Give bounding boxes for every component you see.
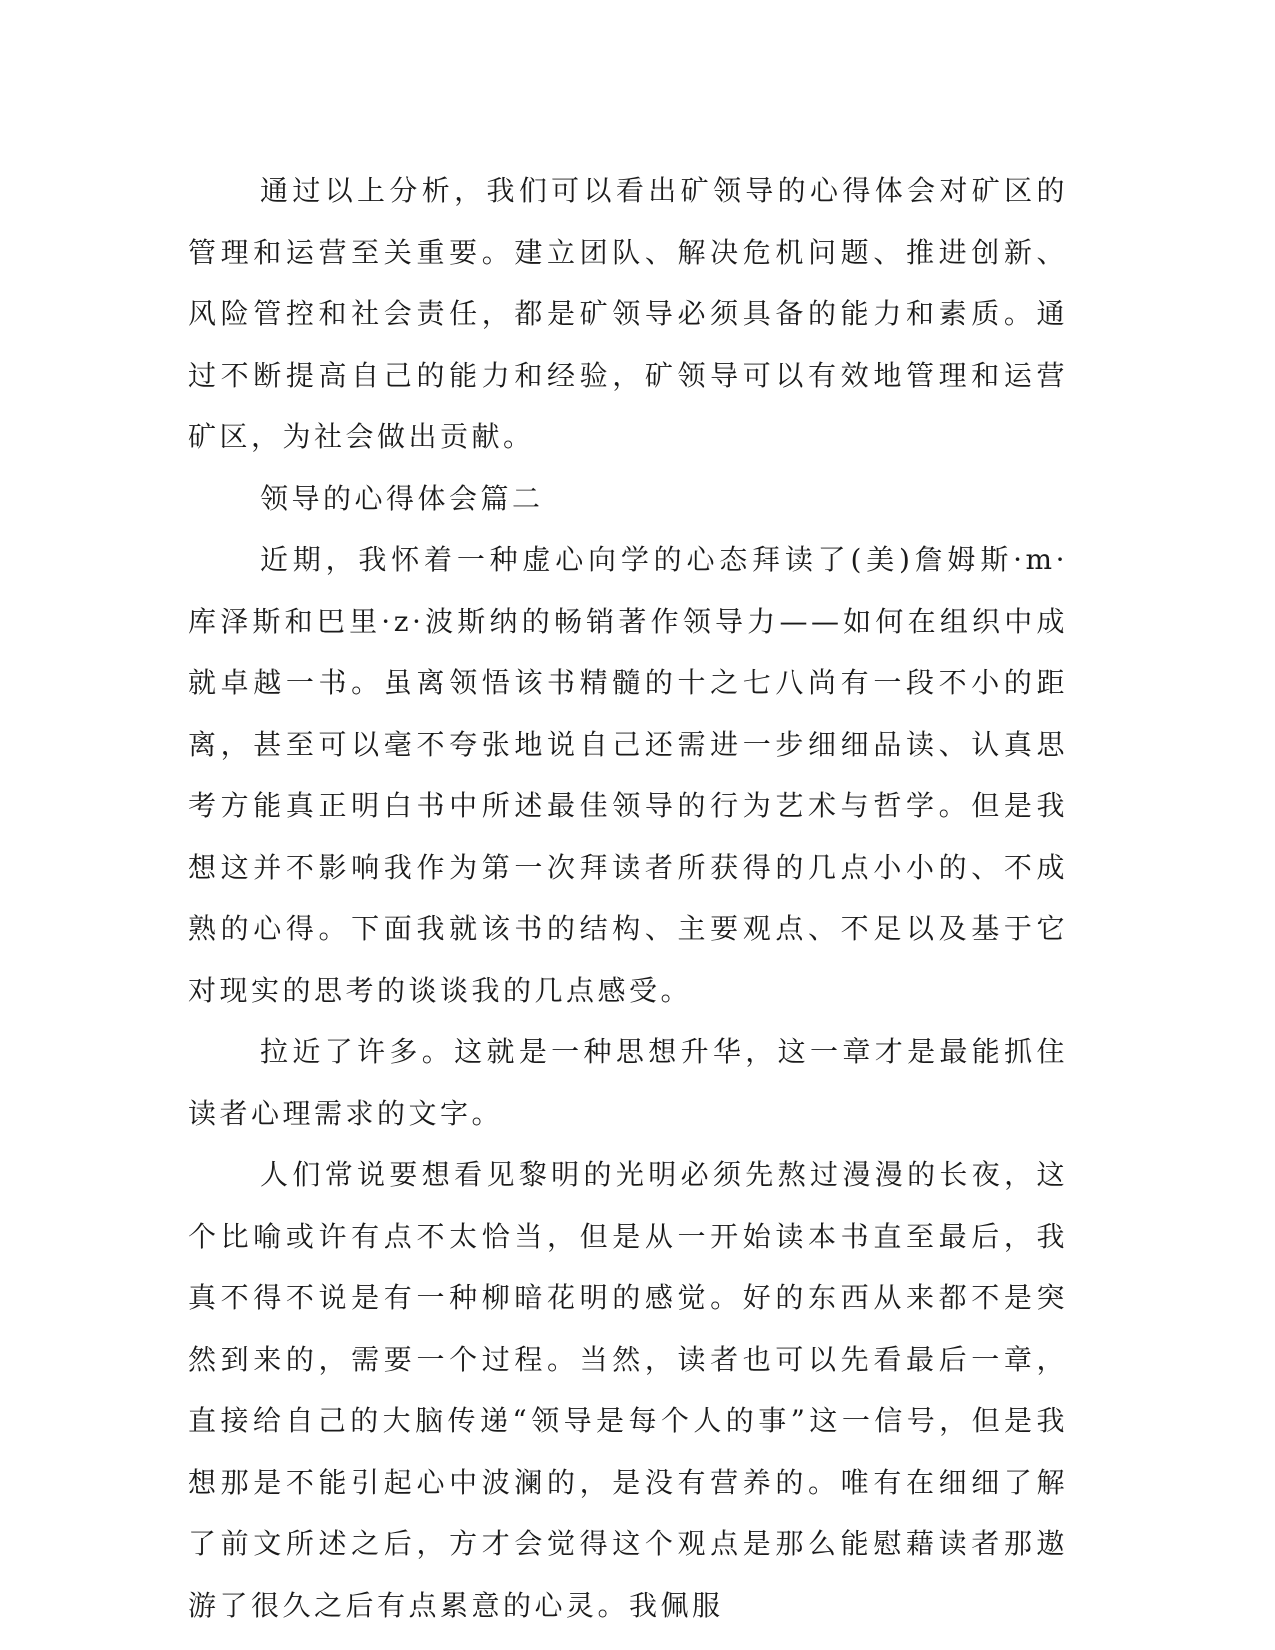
paragraph-thought: 拉近了许多。这就是一种思想升华，这一章才是最能抓住读者心理需求的文字。 xyxy=(188,1035,1068,1130)
paragraph-reflection: 人们常说要想看见黎明的光明必须先熬过漫漫的长夜，这个比喻或许有点不太恰当，但是从一开始读本书直至最后，我真不得不说是有一种柳暗花明的感觉。好的东西从来都不是突然到来的，需要一个过程。当然，读者也可以先看最后一章，直接给自己的大脑传递“领导是每个人的事”这一信号，但是我想那是不能引起心中波澜的，是没有营养的。唯有在细细了解了前文所述之后，方才会觉得这个观点是那么能慰藉读者那遨游了很久之后有点累意的心灵。我佩服 xyxy=(188,1158,1068,1622)
document-page xyxy=(188,160,1068,1636)
paragraph-conclusion: 通过以上分析，我们可以看出矿领导的心得体会对矿区的管理和运营至关重要。建立团队、解决危机问题、推进创新、风险管控和社会责任，都是矿领导必须具备的能力和素质。通过不断提高自己的能力和经验，矿领导可以有效地管理和运营矿区，为社会做出贡献。 xyxy=(188,174,1068,453)
paragraph-intro: 近期，我怀着一种虚心向学的心态拜读了(美)詹姆斯·m·库泽斯和巴里·z·波斯纳的畅销著作领导力——如何在组织中成就卓越一书。虽离领悟该书精髓的十之七八尚有一段不小的距离，甚至可以毫不夸张地说自己还需进一步细细品读、认真思考方能真正明白书中所述最佳领导的行为艺术与哲学。但是我想这并不影响我作为第一次拜读者所获得的几点小小的、不成熟的心得。下面我就该书的结构、主要观点、不足以及基于它对现实的思考的谈谈我的几点感受。 xyxy=(188,543,1068,1007)
section-heading: 领导的心得体会篇二 xyxy=(260,481,544,515)
